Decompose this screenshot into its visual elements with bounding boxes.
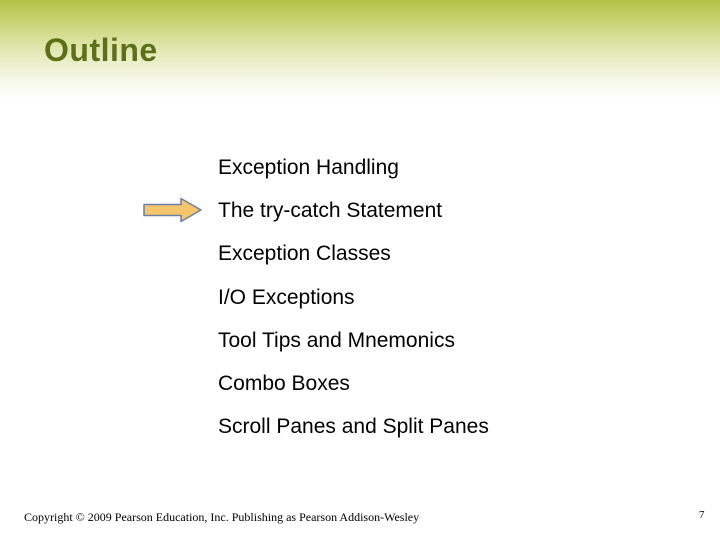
outline-list — [218, 152, 489, 454]
arrow-right-icon — [143, 197, 203, 223]
slide-title: Outline — [44, 32, 158, 68]
page-number: 7 — [699, 509, 705, 521]
outline-item: I/O Exceptions — [218, 285, 355, 309]
outline-item: Exception Classes — [218, 242, 391, 266]
outline-item: Tool Tips and Mnemonics — [218, 328, 455, 352]
outline-item: Combo Boxes — [218, 371, 350, 395]
outline-item-current: The try-catch Statement — [218, 199, 443, 223]
outline-item: Scroll Panes and Split Panes — [218, 415, 489, 439]
footer-copyright: Copyright © 2009 Pearson Education, Inc. Publishing as Pearson Addison-Wesley — [24, 510, 420, 524]
outline-item: Exception Handling — [218, 156, 399, 179]
